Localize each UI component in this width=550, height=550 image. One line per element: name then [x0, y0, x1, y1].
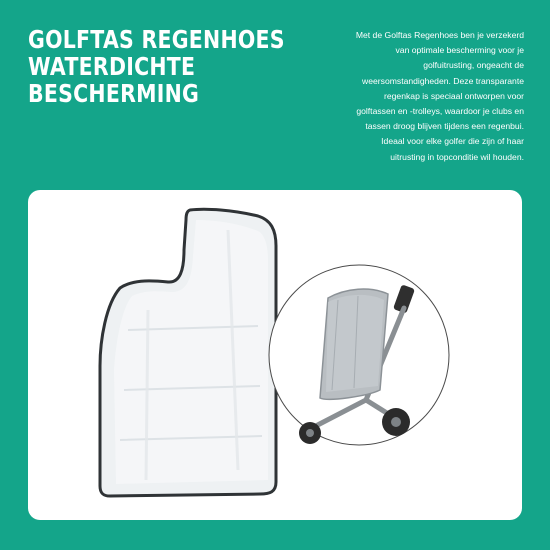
- product-image-card: [28, 190, 522, 520]
- title-line-1: GOLFTAS REGENHOES: [28, 25, 285, 54]
- product-description: Met de Golftas Regenhoes ben je verzekerd van optimale bescherming voor je golfuitrusting, ongeacht de weersomstandigheden. Deze transparante regenkap is speciaal ontworpen voor golftassen en -trolleys, waardoor je clubs en tassen droog blijven tijdens een regenbui. Ideaal voor elke golfer die zijn of haar uitrusting in topconditie wil houden.: [355, 30, 524, 162]
- page-title: [28, 25, 285, 108]
- golf-trolley-icon: [269, 265, 449, 445]
- product-illustration: [28, 190, 522, 520]
- rain-cover-icon: [100, 209, 276, 496]
- title-line-3: BESCHERMING: [28, 79, 200, 108]
- title-line-2: WATERDICHTE: [28, 52, 196, 81]
